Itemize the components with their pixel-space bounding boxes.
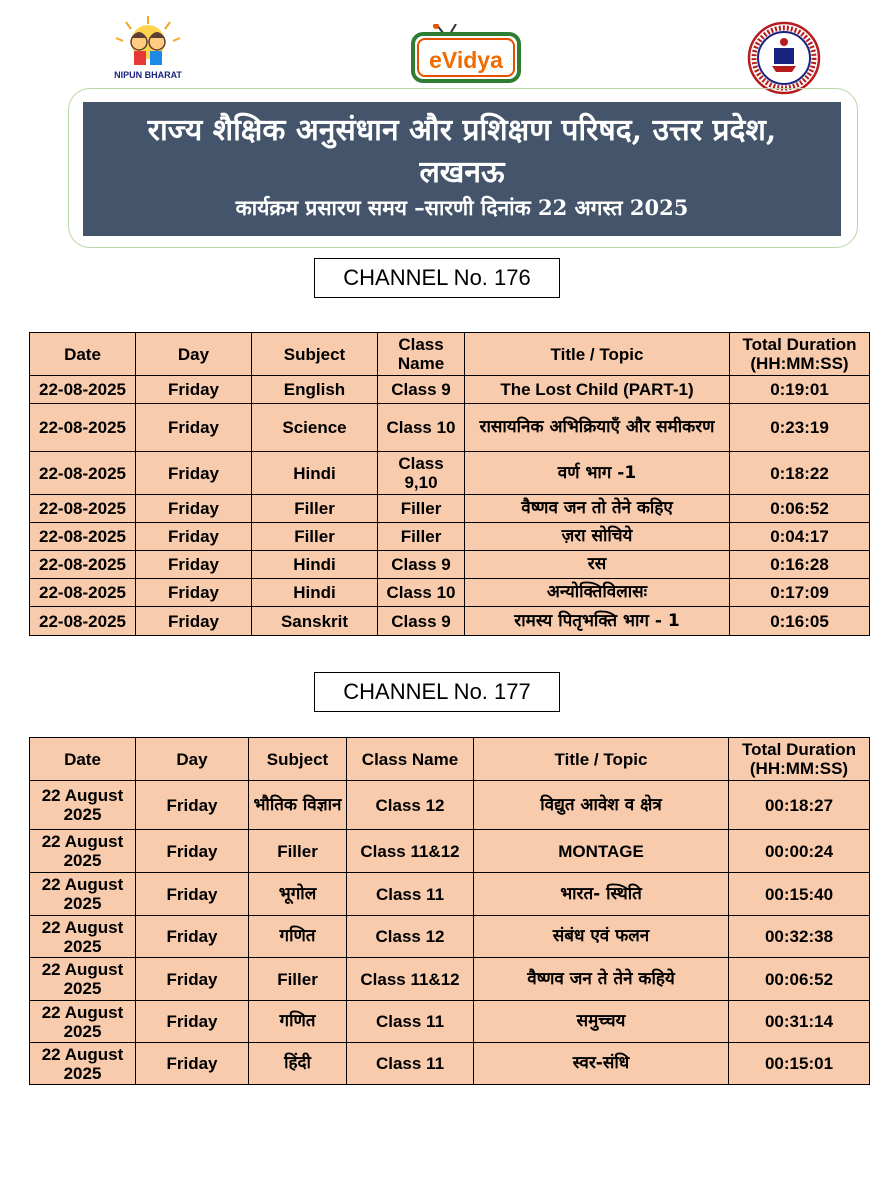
channel-177-schedule-table bbox=[29, 737, 870, 1085]
cell-class: Class 9,10 bbox=[378, 452, 465, 495]
table-row bbox=[30, 376, 870, 404]
header-title-topic: Title / Topic bbox=[474, 738, 729, 781]
cell-day: Friday bbox=[136, 607, 252, 636]
cell-subject: Hindi bbox=[252, 579, 378, 607]
cell-class: Class 12 bbox=[347, 916, 474, 958]
cell-subject: गणित bbox=[249, 916, 347, 958]
cell-subject: Filler bbox=[249, 830, 347, 873]
cell-class: Class 11&12 bbox=[347, 958, 474, 1001]
cell-date: 22 August 2025 bbox=[30, 1043, 136, 1085]
header-total-duration: Total Duration (HH:MM:SS) bbox=[729, 738, 870, 781]
header-title-topic: Title / Topic bbox=[465, 333, 730, 376]
cell-topic: स्वर-संधि bbox=[474, 1043, 729, 1085]
cell-date: 22-08-2025 bbox=[30, 376, 136, 404]
cell-day: Friday bbox=[136, 1043, 249, 1085]
cell-subject: भौतिक विज्ञान bbox=[249, 781, 347, 830]
table-row bbox=[30, 873, 870, 916]
cell-day: Friday bbox=[136, 579, 252, 607]
cell-duration: 0:06:52 bbox=[730, 495, 870, 523]
cell-subject: Hindi bbox=[252, 452, 378, 495]
cell-subject: Sanskrit bbox=[252, 607, 378, 636]
cell-topic: विद्युत आवेश व क्षेत्र bbox=[474, 781, 729, 830]
cell-date: 22-08-2025 bbox=[30, 452, 136, 495]
header-total-duration: Total Duration (HH:MM:SS) bbox=[730, 333, 870, 376]
cell-day: Friday bbox=[136, 404, 252, 452]
cell-topic: MONTAGE bbox=[474, 830, 729, 873]
cell-class: Class 11&12 bbox=[347, 830, 474, 873]
table-row bbox=[30, 579, 870, 607]
scert-seal-icon bbox=[746, 20, 822, 96]
cell-topic: रामस्य पितृभक्ति भाग - 1 bbox=[465, 607, 730, 636]
cell-duration: 00:31:14 bbox=[729, 1001, 870, 1043]
cell-subject: Science bbox=[252, 404, 378, 452]
cell-topic: समुच्चय bbox=[474, 1001, 729, 1043]
cell-date: 22-08-2025 bbox=[30, 551, 136, 579]
header-class-name: Class Name bbox=[378, 333, 465, 376]
cell-class: Class 9 bbox=[378, 551, 465, 579]
cell-date: 22-08-2025 bbox=[30, 495, 136, 523]
cell-duration: 00:00:24 bbox=[729, 830, 870, 873]
cell-subject: Filler bbox=[252, 495, 378, 523]
cell-duration: 0:16:28 bbox=[730, 551, 870, 579]
cell-date: 22-08-2025 bbox=[30, 607, 136, 636]
header-subtitle: कार्यक्रम प्रसारण समय –सारणी दिनांक 22 अगस्त 2025 bbox=[235, 195, 689, 220]
cell-date: 22-08-2025 bbox=[30, 579, 136, 607]
nipun-bharat-logo-text: NIPUN BHARAT bbox=[114, 70, 182, 80]
cell-date: 22 August 2025 bbox=[30, 830, 136, 873]
table-row bbox=[30, 830, 870, 873]
cell-duration: 0:16:05 bbox=[730, 607, 870, 636]
cell-topic: अन्योक्तिविलासः bbox=[465, 579, 730, 607]
header-class-name: Class Name bbox=[347, 738, 474, 781]
header-subject: Subject bbox=[249, 738, 347, 781]
cell-subject: गणित bbox=[249, 1001, 347, 1043]
cell-date: 22 August 2025 bbox=[30, 916, 136, 958]
cell-duration: 0:17:09 bbox=[730, 579, 870, 607]
cell-day: Friday bbox=[136, 916, 249, 958]
table-header-row bbox=[30, 333, 870, 376]
cell-duration: 00:18:27 bbox=[729, 781, 870, 830]
cell-subject: हिंदी bbox=[249, 1043, 347, 1085]
cell-class: Filler bbox=[378, 523, 465, 551]
cell-class: Class 9 bbox=[378, 607, 465, 636]
cell-duration: 0:04:17 bbox=[730, 523, 870, 551]
cell-class: Class 11 bbox=[347, 1001, 474, 1043]
cell-day: Friday bbox=[136, 1001, 249, 1043]
cell-topic: ज़रा सोचिये bbox=[465, 523, 730, 551]
cell-class: Class 11 bbox=[347, 1043, 474, 1085]
cell-topic: वैष्णव जन तो तेने कहिए bbox=[465, 495, 730, 523]
cell-day: Friday bbox=[136, 830, 249, 873]
table-row bbox=[30, 495, 870, 523]
evidya-logo-text: eVidya bbox=[429, 47, 503, 73]
cell-date: 22 August 2025 bbox=[30, 781, 136, 830]
channel-176-title: CHANNEL No. 176 bbox=[314, 258, 560, 298]
cell-subject: English bbox=[252, 376, 378, 404]
cell-class: Filler bbox=[378, 495, 465, 523]
header-subject: Subject bbox=[252, 333, 378, 376]
cell-duration: 0:19:01 bbox=[730, 376, 870, 404]
cell-duration: 00:32:38 bbox=[729, 916, 870, 958]
cell-date: 22 August 2025 bbox=[30, 1001, 136, 1043]
cell-day: Friday bbox=[136, 452, 252, 495]
cell-class: Class 10 bbox=[378, 579, 465, 607]
table-row bbox=[30, 916, 870, 958]
table-row bbox=[30, 404, 870, 452]
header-banner bbox=[83, 102, 841, 236]
cell-day: Friday bbox=[136, 958, 249, 1001]
cell-duration: 00:06:52 bbox=[729, 958, 870, 1001]
table-row bbox=[30, 607, 870, 636]
cell-duration: 0:18:22 bbox=[730, 452, 870, 495]
header-title-line2: लखनऊ bbox=[419, 155, 505, 190]
table-row bbox=[30, 551, 870, 579]
cell-day: Friday bbox=[136, 781, 249, 830]
cell-subject: Hindi bbox=[252, 551, 378, 579]
cell-class: Class 10 bbox=[378, 404, 465, 452]
cell-class: Class 9 bbox=[378, 376, 465, 404]
cell-class: Class 11 bbox=[347, 873, 474, 916]
header-date: Date bbox=[30, 333, 136, 376]
cell-topic: वैष्णव जन ते तेने कहिये bbox=[474, 958, 729, 1001]
header-date: Date bbox=[30, 738, 136, 781]
cell-duration: 0:23:19 bbox=[730, 404, 870, 452]
header-day: Day bbox=[136, 333, 252, 376]
header-title-line1: राज्य शैक्षिक अनुसंधान और प्रशिक्षण परिषद, उत्तर प्रदेश, bbox=[147, 113, 777, 148]
table-header-row bbox=[30, 738, 870, 781]
cell-topic: रस bbox=[465, 551, 730, 579]
cell-topic: रासायनिक अभिक्रियाएँ और समीकरण bbox=[465, 404, 730, 452]
cell-topic: भारत- स्थिति bbox=[474, 873, 729, 916]
cell-topic: संबंध एवं फलन bbox=[474, 916, 729, 958]
cell-day: Friday bbox=[136, 873, 249, 916]
cell-date: 22 August 2025 bbox=[30, 958, 136, 1001]
cell-topic: The Lost Child (PART-1) bbox=[465, 376, 730, 404]
channel-177-title: CHANNEL No. 177 bbox=[314, 672, 560, 712]
table-row bbox=[30, 781, 870, 830]
cell-subject: Filler bbox=[252, 523, 378, 551]
cell-day: Friday bbox=[136, 551, 252, 579]
nipun-bharat-logo bbox=[110, 14, 186, 90]
cell-day: Friday bbox=[136, 495, 252, 523]
cell-class: Class 12 bbox=[347, 781, 474, 830]
table-row bbox=[30, 1001, 870, 1043]
table-row bbox=[30, 958, 870, 1001]
header-day: Day bbox=[136, 738, 249, 781]
cell-subject: भूगोल bbox=[249, 873, 347, 916]
table-row bbox=[30, 1043, 870, 1085]
cell-day: Friday bbox=[136, 376, 252, 404]
cell-date: 22-08-2025 bbox=[30, 404, 136, 452]
evidya-logo bbox=[410, 24, 522, 84]
table-row bbox=[30, 523, 870, 551]
cell-topic: वर्ण भाग -1 bbox=[465, 452, 730, 495]
cell-day: Friday bbox=[136, 523, 252, 551]
cell-date: 22 August 2025 bbox=[30, 873, 136, 916]
cell-duration: 00:15:01 bbox=[729, 1043, 870, 1085]
cell-subject: Filler bbox=[249, 958, 347, 1001]
cell-duration: 00:15:40 bbox=[729, 873, 870, 916]
cell-date: 22-08-2025 bbox=[30, 523, 136, 551]
table-row bbox=[30, 452, 870, 495]
channel-176-schedule-table bbox=[29, 332, 870, 636]
